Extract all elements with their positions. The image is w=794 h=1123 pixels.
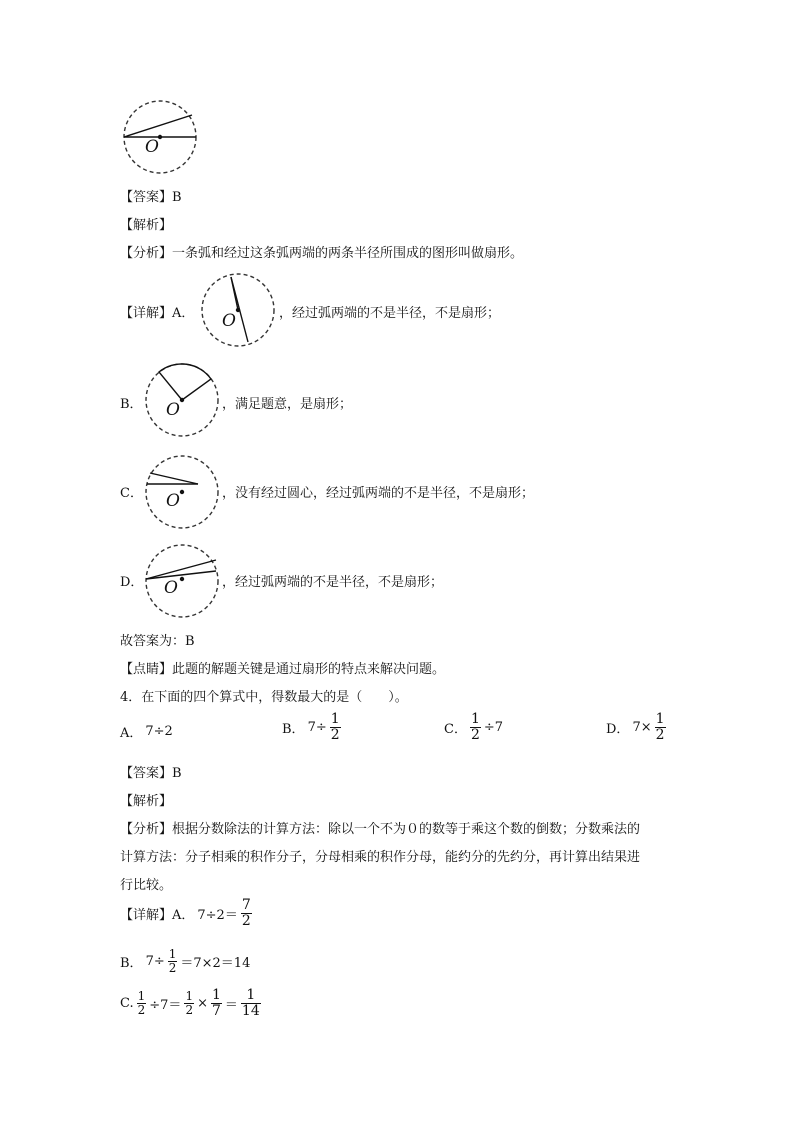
fraction-one-half: $\frac{1}{2}$ (168, 947, 177, 975)
q4-analysis-heading: 【解析】 (120, 794, 173, 809)
q4-option-d-left: 7× (632, 719, 652, 735)
fraction-one-half: $\frac{1}{2}$ (655, 711, 665, 743)
fraction-one-fourteenth: $\frac{1}{14}$ (241, 987, 260, 1019)
q4-answer-label: 【答案】B (120, 766, 182, 781)
fenxi-text: 【分析】一条弧和经过这条弧两端的两条半径所围成的图形叫做扇形。 (120, 246, 524, 261)
option-d-text: ，经过弧两端的不是半径，不是扇形； (222, 575, 444, 590)
q4-option-a-label: A． (120, 726, 143, 741)
option-b-label: B． (120, 397, 143, 412)
center-label-b: O (166, 400, 180, 420)
q4-detail-c-mid1: ÷7＝ (149, 997, 182, 1013)
conclusion-text: 故答案为：B (120, 634, 195, 649)
fraction-one-half: $\frac{1}{2}$ (185, 989, 194, 1017)
q4-detail-prefix: 【详解】A． (120, 907, 195, 923)
q4-option-c[interactable] (444, 712, 503, 742)
q4-option-b-left: 7÷ (307, 719, 327, 735)
q4-option-c-label: C． (444, 721, 467, 737)
q4-option-d[interactable] (606, 712, 666, 742)
q4-detail-c (120, 988, 261, 1018)
q4-option-b-label: B． (282, 721, 305, 737)
q4-detail-b-left: 7÷ (145, 953, 165, 969)
circle-figure-c (144, 454, 220, 530)
question-4-stem: 4．在下面的四个算式中，得数最大的是（ ）。 (120, 690, 408, 705)
q4-detail-b (120, 948, 250, 974)
q4-fenxi-line2: 计算方法：分子相乘的积作分子，分母相乘的积作分母，能约分的先约分，再计算出结果进 (120, 850, 641, 865)
option-d-label: D． (120, 575, 144, 590)
option-c-text: ，没有经过圆心，经过弧两端的不是半径，不是扇形； (222, 486, 535, 501)
analysis-heading: 【解析】 (120, 218, 173, 233)
q4-option-d-label: D． (606, 721, 630, 737)
center-label-c: O (166, 491, 180, 511)
q4-detail-b-label: B． (120, 955, 143, 971)
q4-fenxi-line1: 【分析】根据分数除法的计算方法：除以一个不为０的数等于乘这个数的倒数；分数乘法的 (120, 822, 641, 837)
q4-detail-c-mid2: × (197, 995, 208, 1011)
fraction-one-seventh: $\frac{1}{7}$ (211, 987, 221, 1019)
answer-label: 【答案】B (120, 190, 182, 205)
fraction-one-half: $\frac{1}{2}$ (470, 711, 480, 743)
q4-detail-a-left: 7÷2＝ (197, 907, 238, 923)
center-label-a: O (222, 311, 236, 331)
q4-fenxi-line3: 行比较。 (120, 878, 173, 893)
q4-detail-a (120, 898, 252, 928)
option-a-text: ，经过弧两端的不是半径，不是扇形； (279, 306, 501, 321)
dianjing-text: 【点睛】此题的解题关键是通过扇形的特点来解决问题。 (120, 662, 446, 677)
q4-option-a-expr: 7÷2 (145, 724, 173, 739)
q4-option-c-right: ÷7 (483, 719, 504, 735)
circle-figure-d (144, 543, 220, 619)
q4-detail-b-right: ＝7×2＝14 (180, 955, 251, 971)
q4-detail-c-label-text: C. (120, 995, 134, 1011)
fraction-one-half: $\frac{1}{2}$ (137, 989, 146, 1017)
fraction-seven-halves: $\frac{7}{2}$ (241, 897, 251, 929)
q4-option-a[interactable] (120, 722, 173, 741)
q4-detail-c-mid3: ＝ (224, 997, 238, 1013)
circle-figure-original (120, 98, 200, 178)
center-label: O (145, 137, 159, 157)
option-c-label: C． (120, 486, 143, 501)
option-b-text: ，满足题意，是扇形； (222, 397, 353, 412)
circle-figure-b (144, 362, 220, 438)
q4-option-b[interactable] (282, 712, 341, 742)
center-label-d: O (164, 578, 178, 598)
fraction-one-half: $\frac{1}{2}$ (330, 711, 340, 743)
detail-prefix-a: 【详解】A． (120, 306, 195, 321)
circle-figure-a (200, 272, 276, 348)
